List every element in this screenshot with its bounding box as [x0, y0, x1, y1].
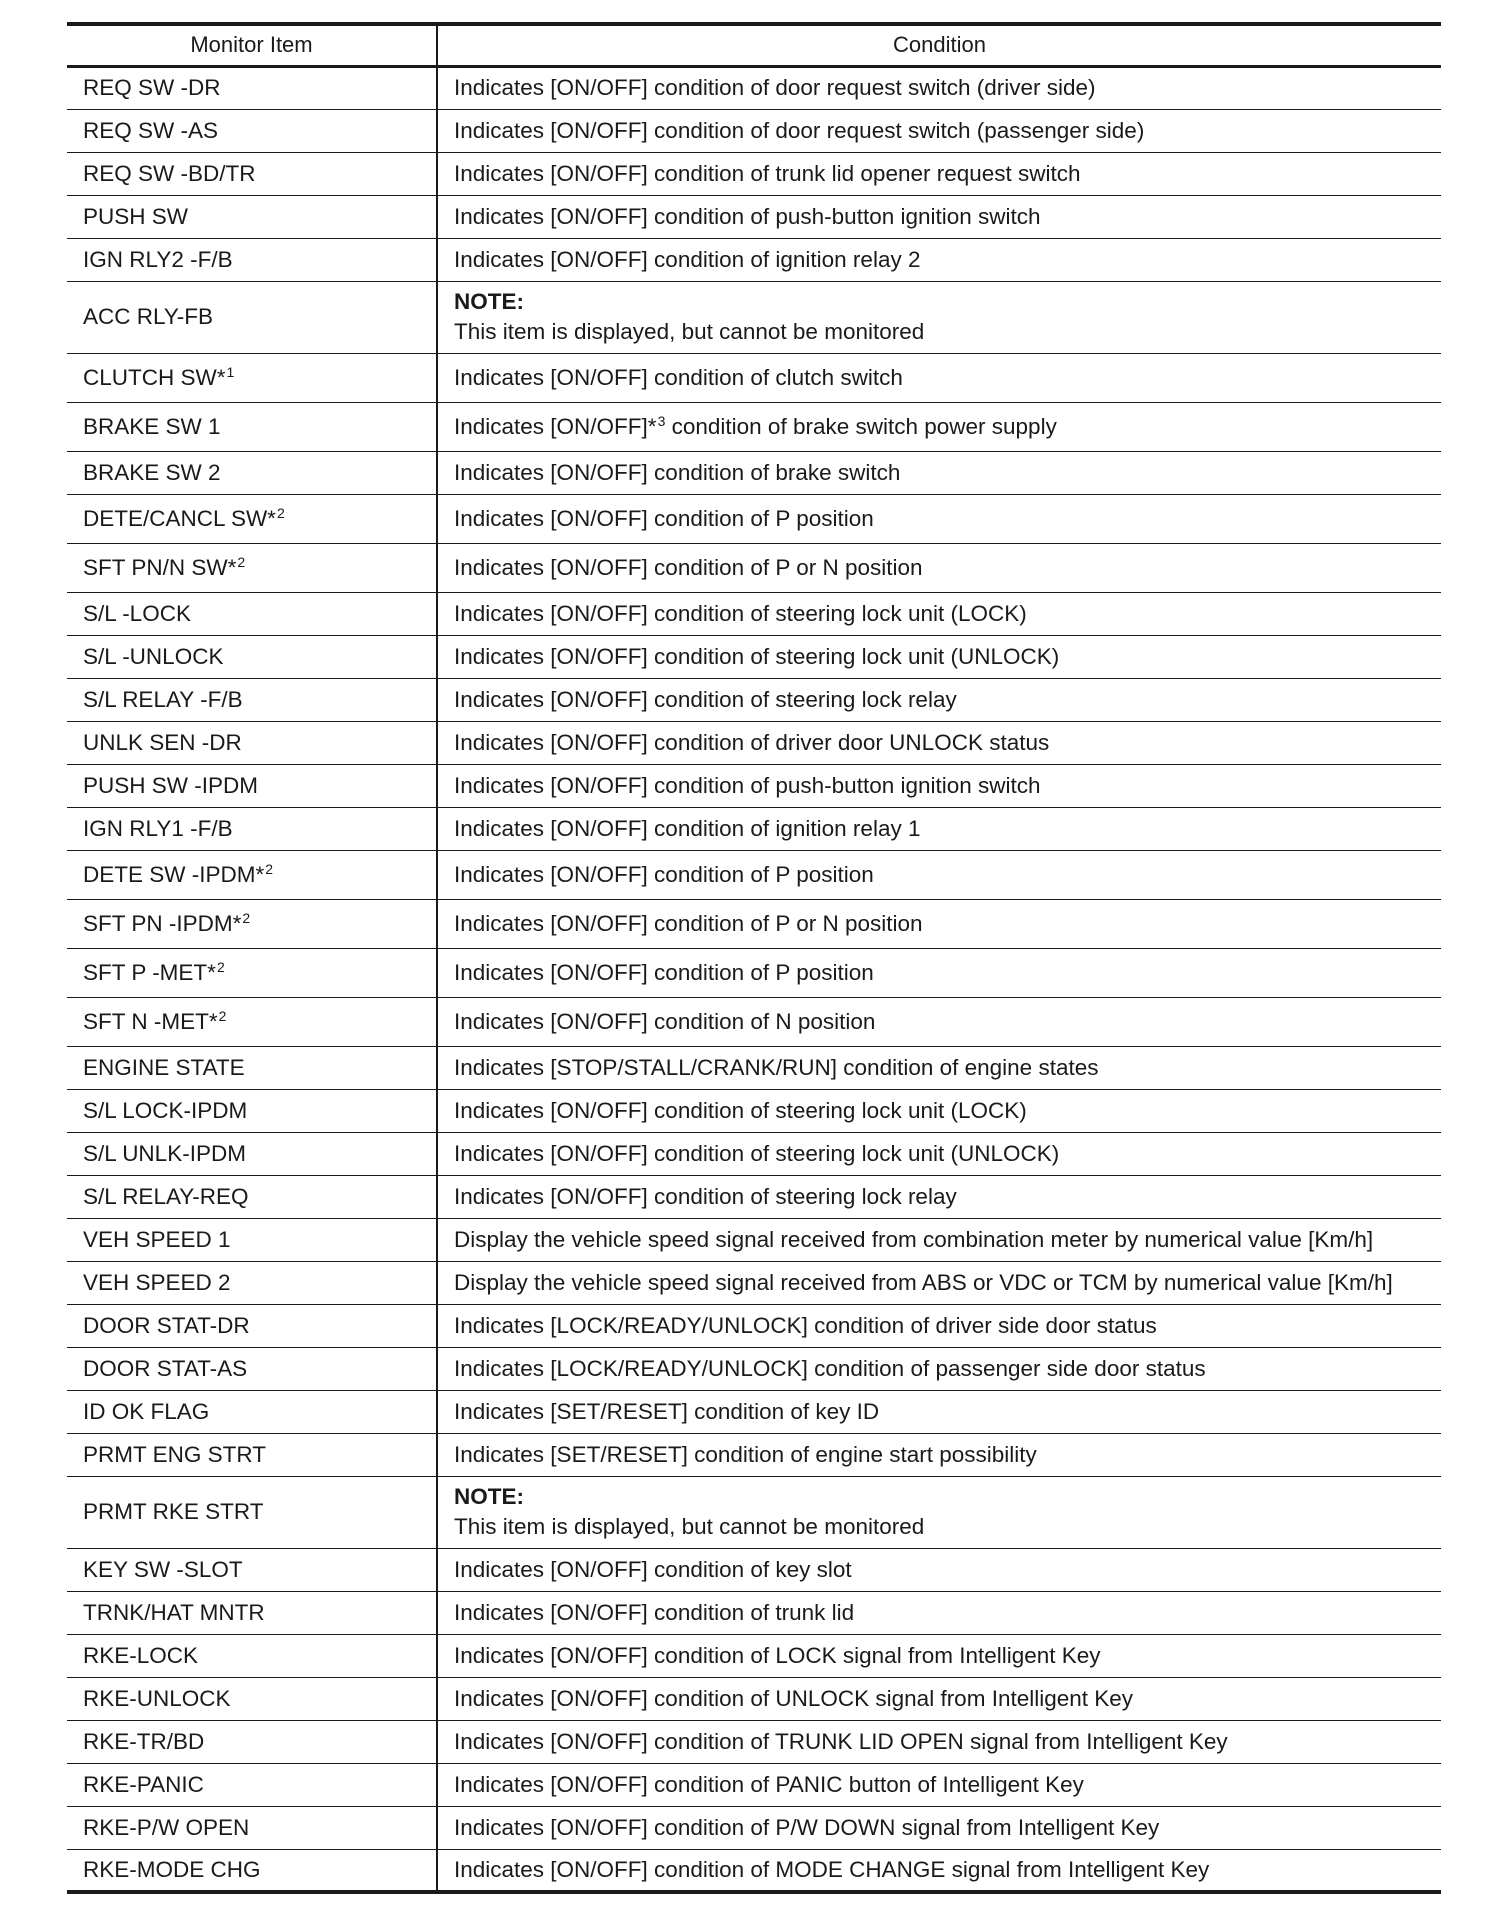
monitor-item-text: DETE/CANCL SW* [83, 505, 276, 531]
table-row [67, 66, 1441, 109]
condition-text: Indicates [ON/OFF] condition of P position [454, 505, 874, 531]
monitor-item-text: PUSH SW -IPDM [83, 772, 259, 798]
footnote-marker: 2 [276, 504, 285, 521]
monitor-item-cell [67, 1763, 437, 1806]
table-row [67, 1677, 1441, 1720]
condition-text: Indicates [ON/OFF] condition of door request switch (passenger side) [454, 117, 1145, 143]
condition-cell [437, 1261, 1441, 1304]
condition-text: Indicates [ON/OFF] condition of PANIC button of Intelligent Key [454, 1771, 1084, 1797]
table-row [67, 1304, 1441, 1347]
monitor-item-cell [67, 997, 437, 1046]
condition-text: Indicates [LOCK/READY/UNLOCK] condition of driver side door status [454, 1312, 1157, 1338]
condition-cell [437, 592, 1441, 635]
table-row [67, 1433, 1441, 1476]
monitor-item-text: UNLK SEN -DR [83, 729, 242, 755]
monitor-item-text: RKE-PANIC [83, 1771, 204, 1797]
condition-cell [437, 807, 1441, 850]
condition-text: condition of brake switch power supply [665, 413, 1057, 439]
monitor-item-cell [67, 850, 437, 899]
monitor-item-cell [67, 195, 437, 238]
condition-text: Indicates [ON/OFF] condition of TRUNK LID OPEN signal from Intelligent Key [454, 1728, 1228, 1754]
condition-text: Indicates [ON/OFF] condition of push-button ignition switch [454, 203, 1041, 229]
condition-cell [437, 997, 1441, 1046]
condition-text: Indicates [ON/OFF] condition of P position [454, 959, 874, 985]
condition-text: Indicates [ON/OFF] condition of ignition relay 2 [454, 246, 921, 272]
monitor-item-text: PRMT ENG STRT [83, 1441, 266, 1467]
condition-cell [437, 1089, 1441, 1132]
table-row [67, 494, 1441, 543]
monitor-item-cell [67, 1132, 437, 1175]
condition-text: Display the vehicle speed signal received from ABS or VDC or TCM by numerical value [Km/h] [454, 1269, 1393, 1295]
condition-text: Indicates [ON/OFF] condition of MODE CHANGE signal from Intelligent Key [454, 1856, 1210, 1882]
table-row [67, 1720, 1441, 1763]
table-row [67, 1548, 1441, 1591]
condition-cell [437, 109, 1441, 152]
condition-text: Indicates [ON/OFF] condition of steering lock unit (LOCK) [454, 600, 1027, 626]
monitor-item-cell [67, 1548, 437, 1591]
monitor-item-cell [67, 66, 437, 109]
condition-cell [437, 402, 1441, 451]
monitor-item-cell [67, 1476, 437, 1548]
header-condition: Condition [437, 24, 1441, 66]
monitor-item-text: RKE-LOCK [83, 1642, 199, 1668]
condition-cell [437, 1433, 1441, 1476]
monitor-item-text: S/L LOCK-IPDM [83, 1097, 248, 1123]
table-row [67, 1849, 1441, 1892]
condition-text: Indicates [ON/OFF] condition of P position [454, 861, 874, 887]
table-row [67, 1390, 1441, 1433]
condition-cell [437, 281, 1441, 353]
condition-cell [437, 152, 1441, 195]
condition-cell [437, 850, 1441, 899]
table-row [67, 1046, 1441, 1089]
condition-text: Indicates [SET/RESET] condition of engine start possibility [454, 1441, 1037, 1467]
monitor-item-text: SFT N -MET* [83, 1008, 218, 1034]
footnote-marker: 2 [242, 909, 251, 926]
monitor-item-text: PRMT RKE STRT [83, 1499, 264, 1524]
monitor-item-text: S/L RELAY-REQ [83, 1183, 249, 1209]
monitor-item-text: S/L UNLK-IPDM [83, 1140, 246, 1166]
monitor-item-cell [67, 721, 437, 764]
condition-text: Indicates [ON/OFF] condition of driver door UNLOCK status [454, 729, 1050, 755]
table-row [67, 1476, 1441, 1548]
condition-cell [437, 543, 1441, 592]
monitor-item-text: REQ SW -DR [83, 75, 221, 100]
table-row [67, 948, 1441, 997]
table-row [67, 1591, 1441, 1634]
monitor-item-text: ID OK FLAG [83, 1398, 210, 1424]
monitor-item-cell [67, 1591, 437, 1634]
condition-text: Indicates [ON/OFF] condition of ignition relay 1 [454, 815, 921, 841]
table-row [67, 807, 1441, 850]
monitor-item-cell [67, 948, 437, 997]
table-row [67, 1763, 1441, 1806]
condition-cell [437, 1046, 1441, 1089]
monitor-item-cell [67, 281, 437, 353]
monitor-item-text: VEH SPEED 1 [83, 1226, 231, 1252]
condition-text: Indicates [ON/OFF] condition of trunk lid opener request switch [454, 160, 1081, 186]
table-row [67, 402, 1441, 451]
footnote-marker: 1 [226, 363, 235, 380]
monitor-item-text: RKE-TR/BD [83, 1728, 205, 1754]
condition-text: Indicates [ON/OFF] condition of P/W DOWN signal from Intelligent Key [454, 1814, 1160, 1840]
table-row [67, 353, 1441, 402]
monitor-item-text: DETE SW -IPDM* [83, 861, 265, 887]
monitor-item-text: SFT PN -IPDM* [83, 910, 242, 936]
monitor-item-cell [67, 592, 437, 635]
table-row [67, 997, 1441, 1046]
monitor-item-text: SFT P -MET* [83, 959, 216, 985]
document-page [67, 22, 1441, 1894]
condition-text: Indicates [ON/OFF] condition of steering lock unit (UNLOCK) [454, 643, 1060, 669]
table-row [67, 1132, 1441, 1175]
condition-cell [437, 1548, 1441, 1591]
table-body [67, 66, 1441, 1892]
condition-text: Indicates [ON/OFF] condition of door request switch (driver side) [454, 75, 1096, 100]
condition-cell [437, 635, 1441, 678]
condition-cell [437, 1132, 1441, 1175]
condition-cell [437, 353, 1441, 402]
monitor-item-cell [67, 1677, 437, 1720]
condition-text: Indicates [ON/OFF] condition of push-button ignition switch [454, 772, 1041, 798]
footnote-marker: 2 [218, 1007, 227, 1024]
condition-text: Indicates [LOCK/READY/UNLOCK] condition of passenger side door status [454, 1355, 1206, 1381]
table-row [67, 1634, 1441, 1677]
monitor-item-cell [67, 1433, 437, 1476]
monitor-item-text: IGN RLY2 -F/B [83, 246, 233, 272]
condition-cell [437, 678, 1441, 721]
condition-text: Indicates [ON/OFF] condition of key slot [454, 1556, 852, 1582]
monitor-item-text: SFT PN/N SW* [83, 554, 237, 580]
note-label: NOTE: [454, 289, 524, 314]
monitor-item-text: REQ SW -AS [83, 117, 219, 143]
table-row [67, 678, 1441, 721]
condition-cell [437, 1849, 1441, 1892]
monitor-item-text: RKE-MODE CHG [83, 1856, 261, 1882]
monitor-item-cell [67, 1720, 437, 1763]
monitor-item-cell [67, 451, 437, 494]
monitor-item-cell [67, 402, 437, 451]
condition-cell [437, 195, 1441, 238]
monitor-item-cell [67, 1806, 437, 1849]
table-header-row [67, 24, 1441, 66]
condition-cell [437, 451, 1441, 494]
table-row [67, 1347, 1441, 1390]
monitor-item-cell [67, 543, 437, 592]
condition-cell [437, 1591, 1441, 1634]
note-text: This item is displayed, but cannot be monitored [454, 1514, 925, 1539]
table-row [67, 109, 1441, 152]
condition-cell [437, 1175, 1441, 1218]
condition-cell [437, 1677, 1441, 1720]
condition-cell [437, 1806, 1441, 1849]
condition-cell [437, 1763, 1441, 1806]
table-row [67, 543, 1441, 592]
table-row [67, 195, 1441, 238]
condition-cell [437, 1218, 1441, 1261]
condition-text: Indicates [ON/OFF] condition of clutch switch [454, 364, 903, 390]
footnote-marker: 2 [216, 958, 225, 975]
monitor-item-text: CLUTCH SW* [83, 364, 226, 390]
monitor-item-cell [67, 1218, 437, 1261]
table-row [67, 1218, 1441, 1261]
monitor-item-cell [67, 635, 437, 678]
monitor-item-text: BRAKE SW 1 [83, 413, 221, 439]
condition-text: Indicates [SET/RESET] condition of key ID [454, 1398, 880, 1424]
monitor-item-cell [67, 1046, 437, 1089]
monitor-item-text: DOOR STAT-AS [83, 1355, 248, 1381]
condition-cell [437, 764, 1441, 807]
table-row [67, 1175, 1441, 1218]
condition-text: Indicates [ON/OFF]* [454, 413, 657, 439]
monitor-item-cell [67, 353, 437, 402]
table-row [67, 1261, 1441, 1304]
header-monitor-item: Monitor Item [67, 24, 437, 66]
condition-cell [437, 948, 1441, 997]
condition-cell [437, 238, 1441, 281]
monitor-item-text: KEY SW -SLOT [83, 1556, 243, 1582]
condition-text: Display the vehicle speed signal received from combination meter by numerical value [Km/h] [454, 1226, 1374, 1252]
monitor-item-cell [67, 807, 437, 850]
footnote-marker: 3 [657, 412, 666, 429]
monitor-item-text: RKE-UNLOCK [83, 1685, 231, 1711]
note-label: NOTE: [454, 1484, 524, 1509]
condition-cell [437, 1347, 1441, 1390]
condition-cell [437, 1634, 1441, 1677]
monitor-item-cell [67, 764, 437, 807]
monitor-item-text: S/L -LOCK [83, 600, 191, 626]
table-row [67, 152, 1441, 195]
condition-text: Indicates [ON/OFF] condition of LOCK signal from Intelligent Key [454, 1642, 1101, 1668]
monitor-item-cell [67, 1261, 437, 1304]
condition-text: Indicates [ON/OFF] condition of trunk lid [454, 1599, 855, 1625]
condition-cell [437, 66, 1441, 109]
table-row [67, 635, 1441, 678]
condition-cell [437, 1476, 1441, 1548]
condition-text: Indicates [ON/OFF] condition of brake switch [454, 459, 901, 485]
monitor-item-cell [67, 1347, 437, 1390]
monitor-item-cell [67, 109, 437, 152]
condition-text: Indicates [ON/OFF] condition of steering lock unit (UNLOCK) [454, 1140, 1060, 1166]
monitor-item-text: TRNK/HAT MNTR [83, 1599, 265, 1625]
note-text: This item is displayed, but cannot be monitored [454, 319, 925, 344]
monitor-item-text: VEH SPEED 2 [83, 1269, 231, 1295]
monitor-item-cell [67, 1175, 437, 1218]
condition-text: Indicates [ON/OFF] condition of steering lock relay [454, 686, 957, 712]
table-row [67, 764, 1441, 807]
table-row [67, 899, 1441, 948]
monitor-item-table [67, 22, 1441, 1894]
condition-cell [437, 1390, 1441, 1433]
monitor-item-text: ACC RLY-FB [83, 304, 214, 329]
monitor-item-text: DOOR STAT-DR [83, 1312, 250, 1338]
condition-text: Indicates [ON/OFF] condition of P or N position [454, 554, 923, 580]
monitor-item-text: S/L RELAY -F/B [83, 686, 243, 712]
condition-text: Indicates [ON/OFF] condition of steering lock relay [454, 1183, 957, 1209]
monitor-item-text: PUSH SW [83, 203, 189, 229]
monitor-item-cell [67, 678, 437, 721]
condition-text: Indicates [ON/OFF] condition of N position [454, 1008, 876, 1034]
condition-text: Indicates [ON/OFF] condition of steering lock unit (LOCK) [454, 1097, 1027, 1123]
table-row [67, 281, 1441, 353]
table-row [67, 592, 1441, 635]
condition-text: Indicates [STOP/STALL/CRANK/RUN] condition of engine states [454, 1054, 1099, 1080]
table-row [67, 850, 1441, 899]
monitor-item-text: REQ SW -BD/TR [83, 160, 256, 186]
monitor-item-cell [67, 1634, 437, 1677]
footnote-marker: 2 [265, 860, 274, 877]
monitor-item-cell [67, 494, 437, 543]
monitor-item-text: IGN RLY1 -F/B [83, 815, 233, 841]
table-row [67, 451, 1441, 494]
table-row [67, 721, 1441, 764]
monitor-item-cell [67, 899, 437, 948]
condition-cell [437, 1304, 1441, 1347]
monitor-item-text: S/L -UNLOCK [83, 643, 224, 669]
monitor-item-cell [67, 1304, 437, 1347]
monitor-item-cell [67, 1089, 437, 1132]
monitor-item-text: ENGINE STATE [83, 1054, 245, 1080]
monitor-item-cell [67, 238, 437, 281]
monitor-item-text: RKE-P/W OPEN [83, 1814, 250, 1840]
table-row [67, 1806, 1441, 1849]
footnote-marker: 2 [237, 553, 246, 570]
monitor-item-cell [67, 1849, 437, 1892]
condition-cell [437, 494, 1441, 543]
condition-text: Indicates [ON/OFF] condition of UNLOCK signal from Intelligent Key [454, 1685, 1134, 1711]
monitor-item-cell [67, 152, 437, 195]
condition-cell [437, 721, 1441, 764]
condition-cell [437, 899, 1441, 948]
table-row [67, 1089, 1441, 1132]
monitor-item-text: BRAKE SW 2 [83, 459, 221, 485]
monitor-item-cell [67, 1390, 437, 1433]
condition-text: Indicates [ON/OFF] condition of P or N position [454, 910, 923, 936]
table-row [67, 238, 1441, 281]
condition-cell [437, 1720, 1441, 1763]
